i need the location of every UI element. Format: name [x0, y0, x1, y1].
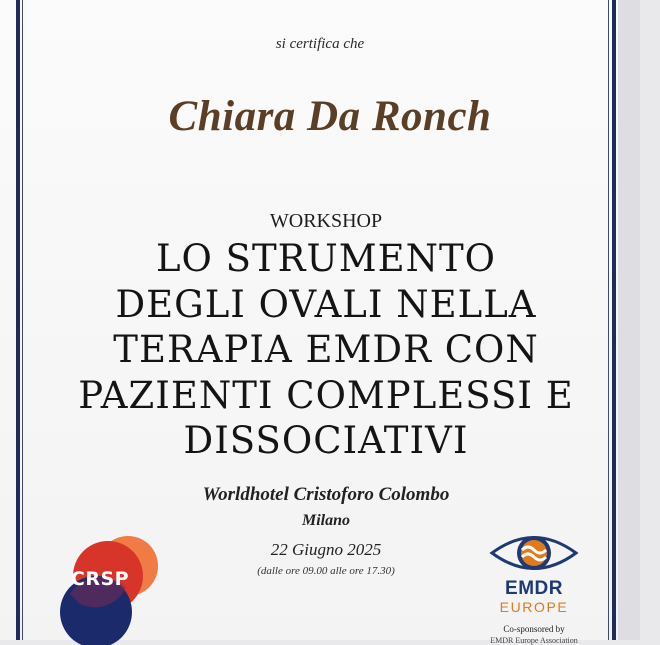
emdr-name: EMDR — [505, 578, 563, 599]
cosponsored-label: Co-sponsored by — [503, 624, 565, 634]
recipient-name: Chiara Da Ronch — [168, 93, 492, 140]
certify-text: si certifica che — [275, 36, 365, 52]
emdr-eye-icon — [488, 528, 580, 578]
course-title-line: DISSOCIATIVI — [183, 419, 469, 462]
course-title-line: LO STRUMENTO — [155, 237, 496, 280]
cosponsor-name-cut: EMDR Europe Association — [490, 636, 578, 645]
course-title-line: PAZIENTI COMPLESSI E — [78, 373, 574, 417]
course-title-line: DEGLI OVALI NELLA — [115, 282, 537, 326]
crsp-logo-text: CRSP — [70, 568, 130, 590]
city: Milano — [301, 512, 350, 529]
event-hours: (dalle ore 09.00 alle ore 17.30) — [257, 565, 395, 577]
event-date: 22 Giugno 2025 — [270, 540, 382, 559]
course-title — [0, 236, 652, 464]
workshop-label: WORKSHOP — [269, 210, 383, 232]
emdr-subtitle: EUROPE — [499, 599, 569, 615]
course-title-line: TERAPIA EMDR CON — [113, 328, 539, 371]
venue: Worldhotel Cristoforo Colombo — [202, 484, 450, 505]
